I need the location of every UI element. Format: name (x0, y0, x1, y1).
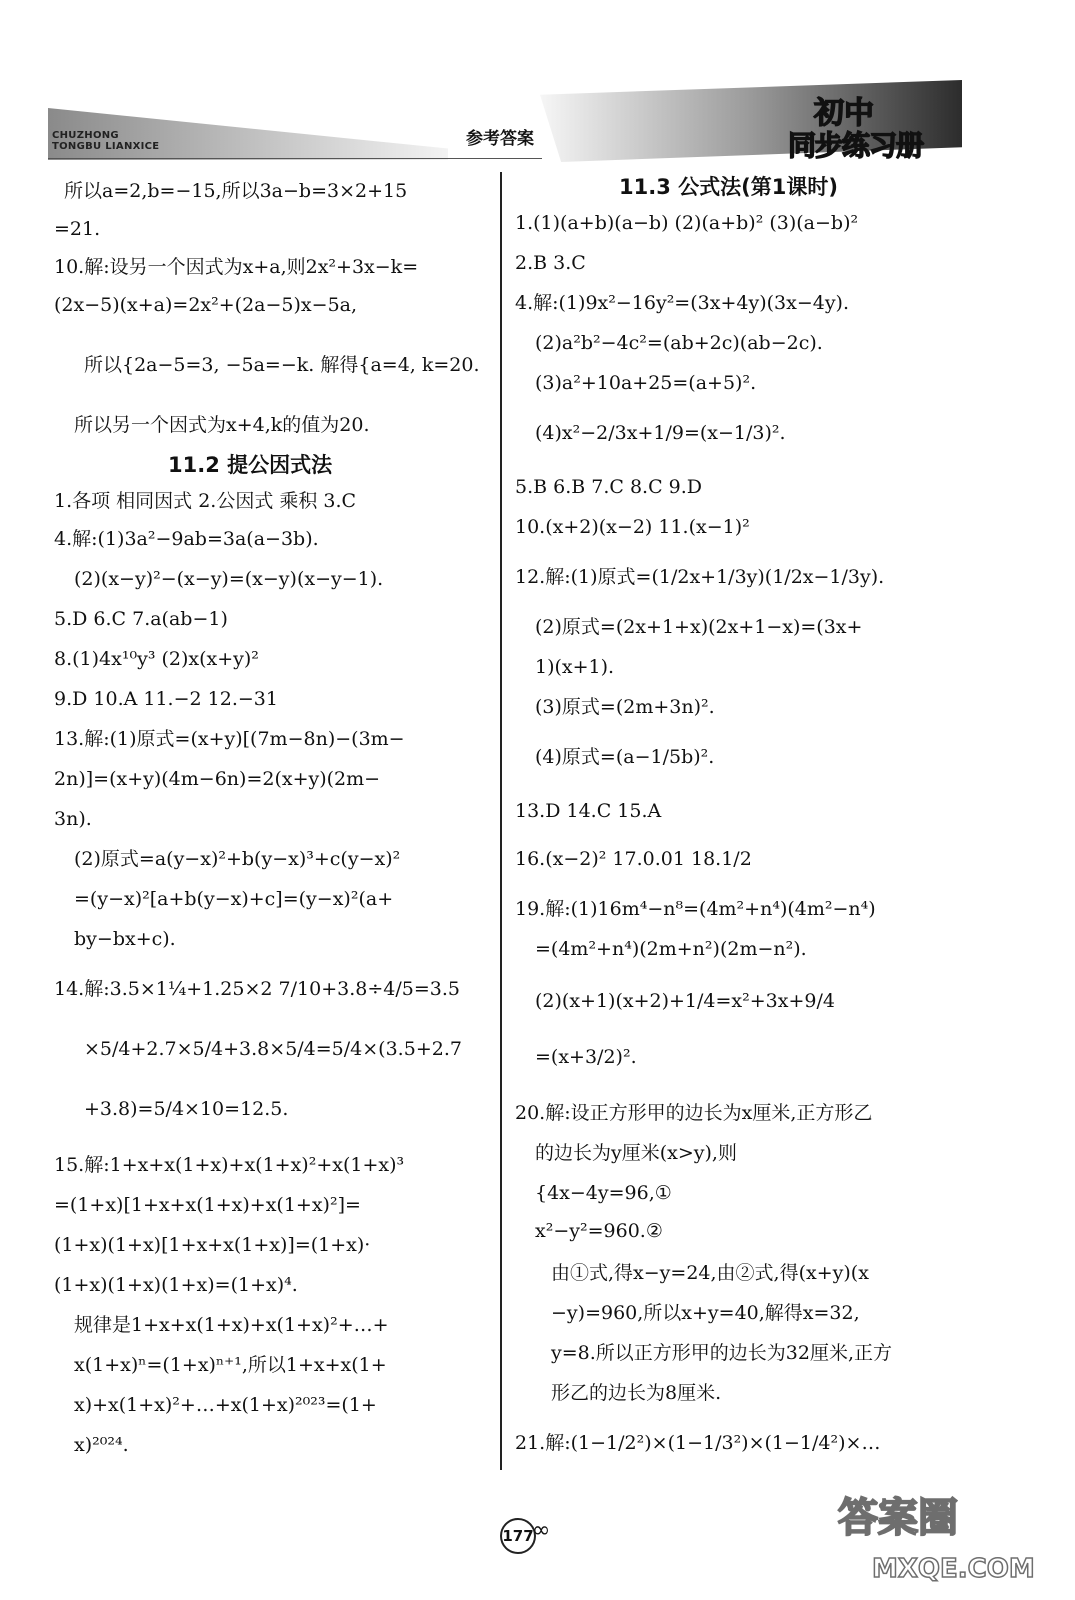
answer-line: 所以另一个因式为x+4,k的值为20. (74, 414, 370, 436)
answer-line: (2)a²b²−4c²=(ab+2c)(ab−2c). (535, 332, 823, 354)
answer-line: 12.解:(1)原式=(1/2x+1/3y)(1/2x−1/3y). (515, 566, 885, 588)
answer-line: 9.D 10.A 11.−2 12.−31 (54, 688, 278, 710)
answer-line: 规律是1+x+x(1+x)+x(1+x)²+…+ (74, 1314, 389, 1336)
answer-line: 由①式,得x−y=24,由②式,得(x+y)(x (551, 1262, 869, 1284)
page-number-ornament-icon: ∞ (532, 1518, 551, 1543)
answer-line: =21. (54, 218, 101, 240)
section-heading: 11.2 提公因式法 (168, 453, 333, 477)
answer-line: y=8.所以正方形甲的边长为32厘米,正方 (551, 1342, 892, 1364)
answer-line: 1.各项 相同因式 2.公因式 乘积 3.C (54, 490, 357, 512)
answer-line: 13.解:(1)原式=(x+y)[(7m−8n)−(3m− (54, 728, 405, 750)
answer-line: 21.解:(1−1/2²)×(1−1/3²)×(1−1/4²)×… (515, 1432, 881, 1454)
header-rule (48, 158, 542, 159)
answer-line: 4.解:(1)3a²−9ab=3a(a−3b). (54, 528, 319, 550)
answer-line: 15.解:1+x+x(1+x)+x(1+x)²+x(1+x)³ (54, 1154, 405, 1176)
answer-line: (2x−5)(x+a)=2x²+(2a−5)x−5a, (54, 294, 358, 316)
page-title: 参考答案 (466, 129, 534, 149)
answer-line: 5.B 6.B 7.C 8.C 9.D (515, 476, 703, 498)
answer-line: 10.解:设另一个因式为x+a,则2x²+3x−k= (54, 256, 419, 278)
answer-line: 1.(1)(a+b)(a−b) (2)(a+b)² (3)(a−b)² (515, 212, 859, 234)
column-divider (500, 172, 502, 1470)
answer-line: (4)原式=(a−1/5b)². (535, 746, 715, 768)
answer-line: 5.D 6.C 7.a(ab−1) (54, 608, 228, 630)
answer-line: (1+x)(1+x)[1+x+x(1+x)]=(1+x)· (54, 1234, 371, 1256)
equation-line: x²−y²=960.② (535, 1220, 663, 1242)
answer-line: 形乙的边长为8厘米. (551, 1382, 722, 1404)
answer-line: ×5/4+2.7×5/4+3.8×5/4=5/4×(3.5+2.7 (84, 1038, 462, 1060)
answer-line: (2)原式=(2x+1+x)(2x+1−x)=(3x+ (535, 616, 863, 638)
answer-line: 的边长为y厘米(x>y),则 (535, 1142, 737, 1164)
answer-line: −y)=960,所以x+y=40,解得x=32, (551, 1302, 860, 1324)
answer-line: 19.解:(1)16m⁴−n⁸=(4m²+n⁴)(4m²−n⁴) (515, 898, 876, 920)
brand-logo-line2: 同步练习册 (788, 129, 924, 162)
answer-line: (1+x)(1+x)(1+x)=(1+x)⁴. (54, 1274, 298, 1296)
answer-line: x(1+x)ⁿ=(1+x)ⁿ⁺¹,所以1+x+x(1+ (74, 1354, 387, 1376)
answer-line: 2n)]=(x+y)(4m−6n)=2(x+y)(2m− (54, 768, 381, 790)
answer-line: by−bx+c). (74, 928, 176, 950)
page-number: 177 (500, 1518, 536, 1554)
answer-line: +3.8)=5/4×10=12.5. (84, 1098, 289, 1120)
brand-logo-line1: 初中 (814, 96, 874, 131)
answer-line: 所以a=2,b=−15,所以3a−b=3×2+15 (64, 180, 408, 202)
equation-line: {4x−4y=96,① (535, 1182, 672, 1204)
answer-line: 20.解:设正方形甲的边长为x厘米,正方形乙 (515, 1102, 873, 1124)
answer-line: (2)(x−y)²−(x−y)=(x−y)(x−y−1). (74, 568, 384, 590)
answer-line: 2.B 3.C (515, 252, 586, 274)
series-latin-name: CHUZHONG TONGBU LIANXICE (52, 130, 160, 152)
answer-line: (3)a²+10a+25=(a+5)². (535, 372, 757, 394)
section-heading: 11.3 公式法(第1课时) (619, 175, 838, 199)
answer-line: =(4m²+n⁴)(2m+n²)(2m−n²). (535, 938, 807, 960)
answer-line: =(1+x)[1+x+x(1+x)+x(1+x)²]= (54, 1194, 361, 1216)
system-of-equations: 所以{2a−5=3, −5a=−k. 解得{a=4, k=20. (84, 354, 480, 376)
answer-line: x)+x(1+x)²+…+x(1+x)²⁰²³=(1+ (74, 1394, 377, 1416)
answer-line: 8.(1)4x¹⁰y³ (2)x(x+y)² (54, 648, 259, 670)
answer-line: x)²⁰²⁴. (74, 1434, 129, 1456)
answer-line: (2)(x+1)(x+2)+1/4=x²+3x+9/4 (535, 990, 835, 1012)
answer-line: (4)x²−2/3x+1/9=(x−1/3)². (535, 422, 786, 444)
watermark-url: MXQE.COM (872, 1554, 1035, 1584)
answer-line: 10.(x+2)(x−2) 11.(x−1)² (515, 516, 750, 538)
answer-line: (3)原式=(2m+3n)². (535, 696, 715, 718)
answer-line: 14.解:3.5×1¼+1.25×2 7/10+3.8÷4/5=3.5 (54, 978, 460, 1000)
answer-line: 13.D 14.C 15.A (515, 800, 662, 822)
answer-line: (2)原式=a(y−x)²+b(y−x)³+c(y−x)² (74, 848, 401, 870)
answer-line: 4.解:(1)9x²−16y²=(3x+4y)(3x−4y). (515, 292, 850, 314)
answer-line: =(x+3/2)². (535, 1046, 637, 1068)
answer-line: =(y−x)²[a+b(y−x)+c]=(y−x)²(a+ (74, 888, 394, 910)
answer-line: 16.(x−2)² 17.0.01 18.1/2 (515, 848, 752, 870)
answer-line: 1)(x+1). (535, 656, 615, 678)
watermark-logo: 答案圈 (838, 1495, 958, 1541)
answer-line: 3n). (54, 808, 92, 830)
